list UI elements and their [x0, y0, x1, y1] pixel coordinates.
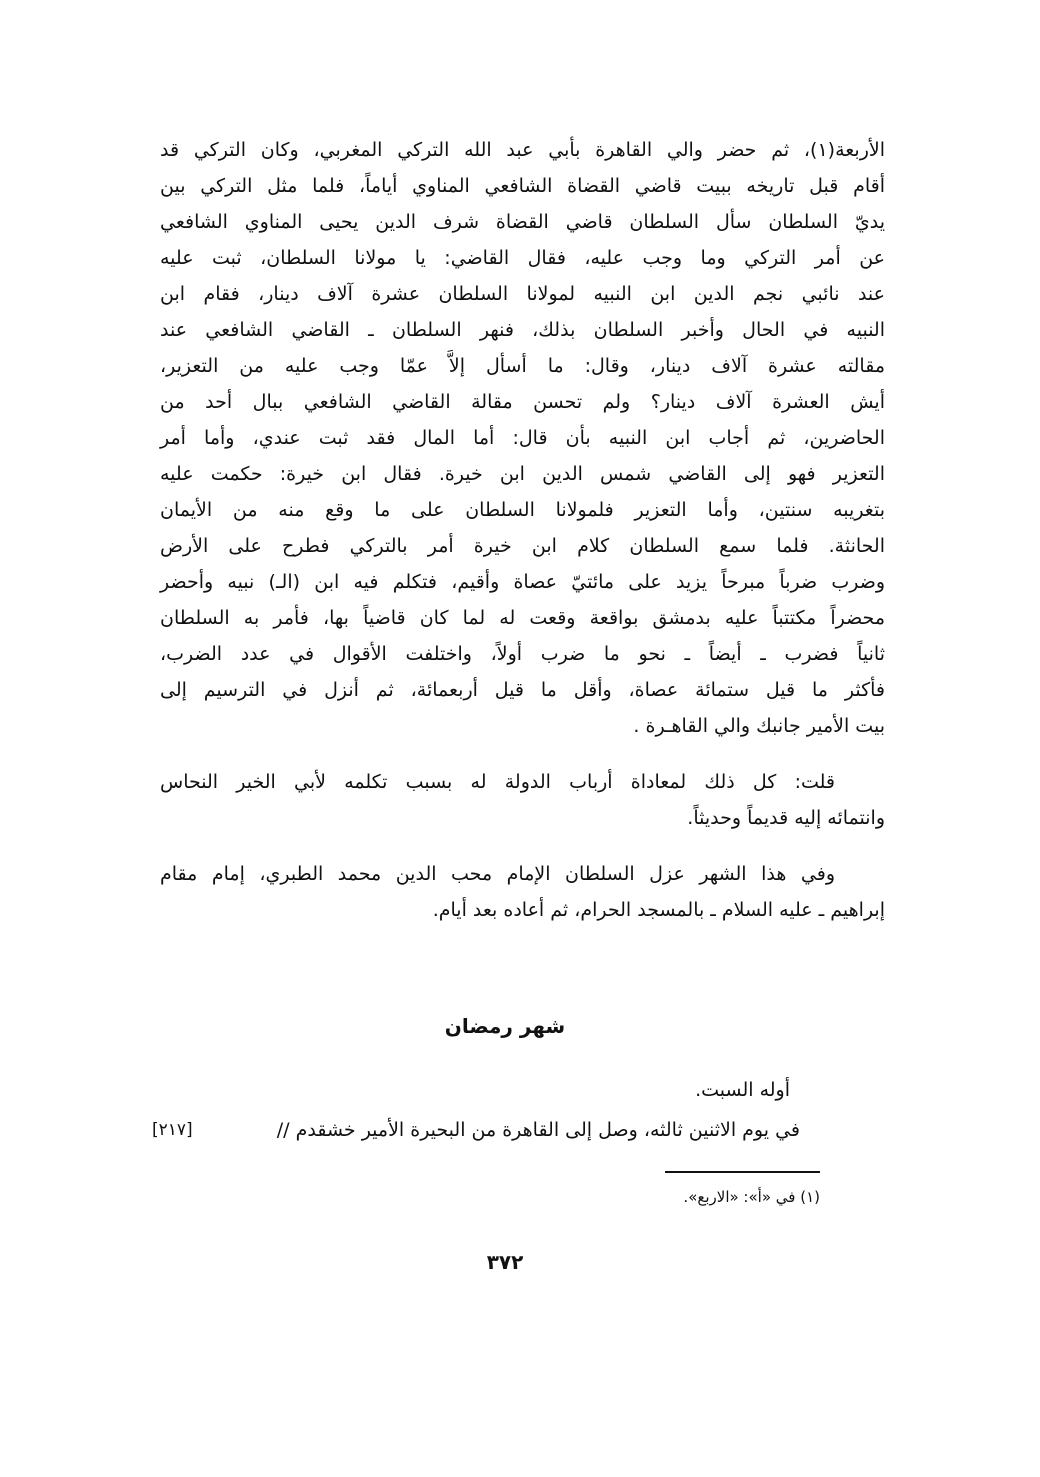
main-text	[160, 132, 885, 928]
text-line: النبيه في الحال وأخبر السلطان بذلك، فنهر السلطان ـ القاضي الشافعي عند	[160, 319, 885, 341]
text-line: فأكثر ما قيل ستمائة عصاة، وأقل ما قيل أربعمائة، ثم أنزل في الترسيم إلى	[160, 679, 885, 701]
text-line: الحاضرين، ثم أجاب ابن النبيه بأن قال: أما المال فقد ثبت عندي، وأما أمر	[160, 427, 885, 449]
text-line: إبراهيم ـ عليه السلام ـ بالمسجد الحرام، ثم أعاده بعد أيام.	[432, 899, 885, 921]
text-line: عند نائبي نجم الدين ابن النبيه لمولانا السلطان عشرة آلاف دينار، فقام ابن	[160, 283, 885, 305]
paragraph-4	[695, 1072, 790, 1108]
text-line: أقام قبل تاريخه ببيت قاضي القضاة الشافعي المناوي أياماً، فلما مثل التركي بين	[160, 175, 885, 197]
section-heading: شهر رمضان	[444, 1014, 566, 1038]
text-line: بتغريبه سنتين، وأما التعزير فلمولانا السلطان على ما وقع منه من الأيمان	[160, 499, 885, 521]
text-line: ثانياً فضرب ـ أيضاً ـ نحو ما ضرب أولاً، واختلفت الأقوال في عدد الضرب،	[160, 643, 885, 665]
text-line: وانتمائه إليه قديماً وحديثاً.	[687, 807, 885, 829]
text-line: يديّ السلطان سأل السلطان قاضي القضاة شرف الدين يحيى المناوي الشافعي	[160, 211, 885, 233]
text-line: الحانثة. فلما سمع السلطان كلام ابن خيرة أمر بالتركي فطرح على الأرض	[160, 535, 885, 557]
text-line: أوله السبت.	[695, 1079, 790, 1101]
text-line: وفي هذا الشهر عزل السلطان الإمام محب الدين محمد الطبري، إمام مقام	[160, 863, 835, 885]
text-line: مقالته عشرة آلاف دينار، وقال: ما أسأل إلاَّ عمّا وجب عليه من التعزير،	[160, 355, 885, 377]
paragraph-3	[160, 856, 885, 928]
text-line: محضراً مكتتباً عليه بدمشق بواقعة وقعت له لما كان قاضياً بها، فأمر به السلطان	[160, 607, 885, 629]
text-line: قلت: كل ذلك لمعاداة أرباب الدولة له بسبب تكلمه لأبي الخير النحاس	[160, 771, 835, 793]
paragraph-1	[160, 132, 885, 744]
text-line: التعزير فهو إلى القاضي شمس الدين ابن خيرة. فقال ابن خيرة: حكمت عليه	[160, 463, 885, 485]
paragraph-2	[160, 764, 885, 836]
text-line: في يوم الاثنين ثالثه، وصل إلى القاهرة من البحيرة الأمير خشقدم //	[276, 1119, 800, 1141]
text-line: الأربعة(١)، ثم حضر والي القاهرة بأبي عبد الله التركي المغربي، وكان التركي قد	[160, 139, 885, 161]
paragraph-4-line-2	[277, 1112, 800, 1148]
text-line: وضرب ضرباً مبرحاً يزيد على مائتيّ عصاة وأقيم، فتكلم فيه ابن (الـ) نبيه وأحضر	[160, 571, 885, 593]
footnote-divider	[665, 1171, 820, 1173]
footnote: (١) في «أ»: «الاربع».	[683, 1188, 820, 1206]
marginal-number: [٢١٧]	[152, 1120, 193, 1140]
text-line: بيت الأمير جانبك والي القاهـرة .	[633, 715, 885, 737]
page-number: ٣٧٢	[486, 1250, 524, 1274]
text-line: عن أمر التركي وما وجب عليه، فقال القاضي: يا مولانا السلطان، ثبت عليه	[160, 247, 885, 269]
text-line: أيش العشرة آلاف دينار؟ ولم تحسن مقالة القاضي الشافعي ببال أحد من	[160, 391, 885, 413]
